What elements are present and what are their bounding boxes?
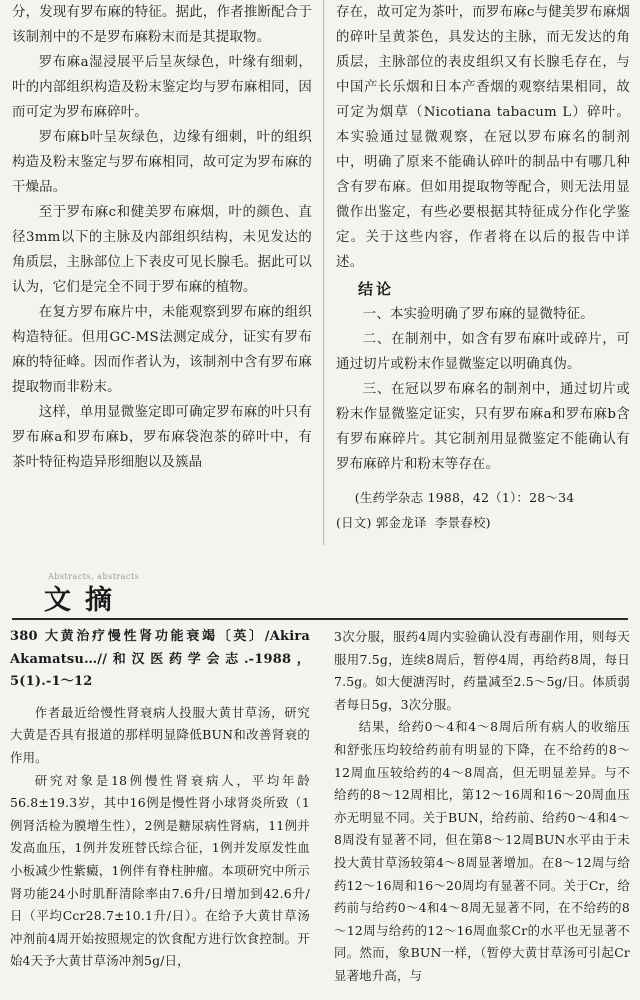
- section-caption: Abstracts, abstracts: [48, 572, 140, 581]
- section-rule: [12, 618, 628, 620]
- article-paragraph: 罗布麻b叶呈灰绿色，边缘有细刺，叶的组织构造及粉末鉴定与罗布麻相同，故可定为罗布麻的干燥品。: [12, 130, 312, 195]
- article-paragraph: 至于罗布麻c和健美罗布麻烟，叶的颜色、直径3mm以下的主脉及内部组织结构，未见发达的角质层，主脉部位上下表皮可见长腺毛。据此可以认为，它们是完全不同于罗布麻的植物。: [12, 205, 312, 295]
- article-paragraph: 在复方罗布麻片中，未能观察到罗布麻的组织构造特征。但用GC-MS法测定成分，证实有罗布麻的特征峰。因而作者认为，该制剂中含有罗布麻提取物而非粉末。: [12, 305, 312, 395]
- article-paragraph: 罗布麻a湿浸展平后呈灰绿色，叶缘有细刺，叶的内部组织构造及粉末鉴定均与罗布麻相同，因而可定为罗布麻碎叶。: [12, 55, 312, 120]
- abstract-title: 380 大黄治疗慢性肾功能衰竭〔英〕/Akira Akamatsu…//和汉医药学会志.-1988，5(1).-1～12: [10, 629, 315, 690]
- abstract-paragraph: 结果，给药0～4和4～8周后所有病人的收缩压和舒张压均较给药前有明显的下降，在不给药的8～12周血压较给药的4～8周高，但无明显差异。与不给药的8～12周相比，第12～16周和16～20周血压亦无明显不同。关于BUN，给药前、给药0～4和4～8周没有显著不同，但在第8～12周BUN水平由于未投大黄甘草汤较第4～8周显著增加。在8～12周与给药12～16周和16～20周均有显著不同。关于Cr，给药前与给药0～4和4～8周无显著不同，在不给药的8～12周与给药的12～16周血浆Cr的水平也无显著不同。然而，象BUN一样，（暂停大黄甘草汤可引起Cr显著地升高，与: [334, 719, 630, 983]
- abstract-left-column: [10, 626, 315, 973]
- translator-credit: (日文) 郭金龙译 李景春校): [336, 515, 491, 530]
- article-right-column: [336, 0, 630, 535]
- abstract-paragraph: 3次分服，服药4周内实验确认没有毒副作用，则每天服用7.5g，连续8周后，暂停4周，再给药8周，每日7.5g。如大便溏泻时，药量减至2.5～5g/日。体质弱者每日5g，3次分服。: [334, 629, 630, 712]
- source-citation: (生药学杂志 1988，42（1）：28～34: [354, 490, 575, 505]
- section-title: 文摘: [44, 585, 126, 616]
- abstract-right-column: [334, 626, 630, 988]
- conclusion-item: 三、在冠以罗布麻名的制剂中，通过切片或粉末作显微鉴定证实，只有罗布麻a和罗布麻b含有罗布麻碎片。其它制剂用显微鉴定不能确认有罗布麻碎片和粉末等存在。: [336, 382, 630, 472]
- abstract-paragraph: 作者最近给慢性肾衰病人投服大黄甘草汤，研究大黄是否具有报道的那样明显降低BUN和改善肾衰的作用。: [10, 704, 310, 765]
- article-left-column: [12, 0, 312, 475]
- conclusion-item: 一、本实验明确了罗布麻的显微特征。: [362, 307, 594, 322]
- article-paragraph: 这样，单用显微鉴定即可确定罗布麻的叶只有罗布麻a和罗布麻b，罗布麻袋泡茶的碎叶中，有茶叶特征构造异形细胞以及簇晶: [12, 405, 312, 470]
- conclusion-item: 二、在制剂中，如含有罗布麻叶或碎片，可通过切片或粉末作显微鉴定以明确真伪。: [336, 332, 630, 372]
- conclusion-heading: 结论: [358, 280, 395, 298]
- abstract-paragraph: 研究对象是18例慢性肾衰病人，平均年龄56.8±19.3岁，其中16例是慢性肾小球肾炎所致（1例肾活检为膜增生性），2例是糖尿病性肾病，11例并发高血压，1例并发班替氏综合征，1例并发原发性血小板减少性紫癜，1例伴有脊柱肿瘤。本项研究中所示肾功能24小时肌酐清除率由7.6升/日增加到42.6升/日（平均Ccr28.7±10.1升/日）。在给予大黄甘草汤冲剂前4周开始按照规定的饮食配方进行饮食控制。开始4天予大黄甘草汤冲剂5g/日，: [10, 772, 310, 969]
- article-paragraph: 存在，故可定为茶叶，而罗布麻c与健美罗布麻烟的碎叶呈黄茶色，具发达的主脉，而无发达的角质层，主脉部位的表皮组织又有长腺毛存在，与中国产长乐烟和日本产香烟的观察结果相同，故可定为烟草（Nicotiana tabacum L）碎叶。本实验通过显微观察，在冠以罗布麻名的制剂中，明确了原来不能确认碎叶的制品中有哪几种含有罗布麻。但如用提取物等配合，则无法用显微作出鉴定，有些必要根据其特征成分作化学鉴定。关于这些内容，作者将在以后的报告中详述。: [336, 5, 630, 270]
- column-divider: [323, 0, 324, 545]
- article-paragraph: 分，发现有罗布麻的特征。据此，作者推断配合于该制剂中的不是罗布麻粉末而是其提取物。: [12, 5, 312, 45]
